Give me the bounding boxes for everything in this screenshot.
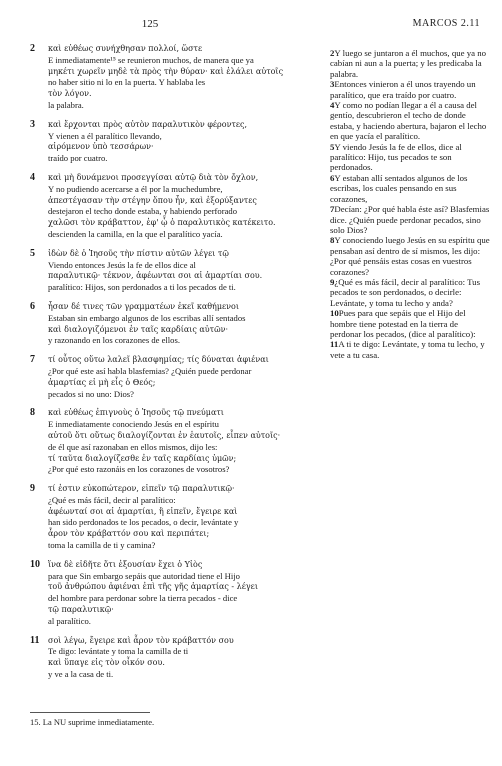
greek-line: παραλυτικῷ· τέκνον, ἀφέωνται σοι αἱ ἁμαρτίαι σου. xyxy=(48,271,263,281)
greek-line: ἵνα δὲ εἰδῆτε ὅτι ἐξουσίαν ἔχει ὁ Υἱὸς xyxy=(48,559,203,569)
greek-line: τί ἐστιν εὐκοπώτερον, εἰπεῖν τῷ παραλυτικῷ· xyxy=(48,484,235,494)
interlinear-column xyxy=(30,44,320,689)
greek-line: τὸν λόγον. xyxy=(48,89,92,99)
verse-number: 11 xyxy=(30,634,40,646)
running-head: MARCOS 2.11 xyxy=(412,18,480,29)
verse-number: 10 xyxy=(30,558,40,570)
spanish-gloss-line: destejaron el techo donde estaba, y habiendo perforado xyxy=(48,206,237,217)
spanish-gloss-line: E inmediatamente¹⁵ se reunieron muchos, de manera que ya xyxy=(48,54,254,65)
greek-line: ἦσαν δέ τινες τῶν γραμματέων ἐκεῖ καθήμενοι xyxy=(48,301,239,311)
greek-line: καὶ εὐθέως ἐπιγνοὺς ὁ Ἰησοῦς τῷ πνεύματι xyxy=(48,408,224,418)
translation-text: Y estaban allí sentados algunos de los escribas, los cuales pensando en sus corazones, xyxy=(330,172,468,204)
verse-number: 9 xyxy=(30,483,35,495)
spanish-gloss-line: Viendo entonces Jesús la fe de ellos dice al xyxy=(48,259,196,270)
spanish-gloss-line: ¿Por qué este así habla blasfemias? ¿Quién puede perdonar xyxy=(48,365,252,376)
greek-line: μηκέτι χωρεῖν μηδὲ τὰ πρὸς τὴν θύραν· καὶ ἐλάλει αὐτοῖς xyxy=(48,66,284,76)
interlinear-verse xyxy=(30,44,320,111)
translation-verse xyxy=(330,235,490,277)
verse-number: 7 xyxy=(30,354,35,366)
spanish-gloss-line: Estaban sin embargo algunos de los escribas allí sentados xyxy=(48,312,246,323)
translation-text: Y luego se juntaron a él muchos, que ya no cabían ni aun a la puerta; y les predicaba la palabra. xyxy=(330,48,487,79)
interlinear-verse xyxy=(30,484,320,551)
translation-verse xyxy=(330,308,490,339)
translation-verse xyxy=(330,339,490,360)
translation-text: Y viendo Jesús la fe de ellos, dice al paralítico: Hijo, tus pecados te son perdonados. xyxy=(330,141,462,173)
greek-line: χαλῶσι τὸν κράβαττον, ἐφ' ᾧ ὁ παραλυτικὸς κατέκειτο. xyxy=(48,218,276,228)
translation-verse xyxy=(330,100,490,142)
spanish-gloss-line: no haber sitio ni lo en la puerta. Y hablaba les xyxy=(48,77,206,88)
translation-verse xyxy=(330,79,490,100)
spanish-gloss-line: al paralítico. xyxy=(48,615,91,626)
spanish-gloss-line: han sido perdonados te los pecados, o decir, levántate y xyxy=(48,517,239,528)
spanish-gloss-line: del hombre para perdonar sobre la tierra pecados - dice xyxy=(48,593,238,604)
translation-verse xyxy=(330,48,490,79)
verse-number: 5 xyxy=(30,247,35,259)
footnote-rule xyxy=(30,712,150,713)
greek-line: καὶ μὴ δυνάμενοι προσεγγίσαι αὐτῷ διὰ τὸν ὄχλον, xyxy=(48,172,259,182)
verse-number: 6 xyxy=(30,300,35,312)
translation-verse xyxy=(330,277,490,308)
spanish-gloss-line: y razonando en los corazones de ellos. xyxy=(48,335,180,346)
translation-verse-number: 10 xyxy=(330,308,339,319)
interlinear-verse xyxy=(30,120,320,164)
translation-verse-number: 9 xyxy=(330,276,335,287)
translation-verse-number: 8 xyxy=(330,235,335,246)
translation-verse-number: 6 xyxy=(330,172,335,183)
greek-line: σοὶ λέγω, ἔγειρε καὶ ἆρον τὸν κράβαττόν σου xyxy=(48,635,234,645)
translation-verse xyxy=(330,204,490,235)
translation-verse-number: 5 xyxy=(330,141,335,152)
spanish-gloss-line: Te digo: levántate y toma la camilla de ti xyxy=(48,646,189,657)
greek-line: καὶ ὕπαγε εἰς τὸν οἶκόν σου. xyxy=(48,658,165,668)
spanish-gloss-line: E inmediatamente conociendo Jesús en el espíritu xyxy=(48,419,219,430)
greek-line: ἁμαρτίας εἰ μὴ εἷς ὁ Θεός; xyxy=(48,377,156,387)
greek-line: καὶ ἔρχονται πρὸς αὐτὸν παραλυτικὸν φέροντες, xyxy=(48,119,248,129)
greek-line: καὶ διαλογιζόμενοι ἐν ταῖς καρδίαις αὐτῶν· xyxy=(48,324,229,334)
translation-text: Y conociendo luego Jesús en su espíritu que pensaban así dentro de sí mismos, les dijo: ¿Por qué pensáis estas cosas en vuestros corazones? xyxy=(330,235,490,277)
verse-number: 4 xyxy=(30,171,35,183)
greek-line: ἰδὼν δὲ ὁ Ἰησοῦς τὴν πίστιν αὐτῶν λέγει τῷ xyxy=(48,248,229,258)
verse-number: 3 xyxy=(30,118,35,130)
translation-column xyxy=(330,48,490,360)
translation-text: Y como no podían llegar a él a causa del gentío, descubrieron el techo de donde estaba, y haciendo abertura, bajaron el lecho en que yacía el paralítico. xyxy=(330,100,487,142)
interlinear-verse xyxy=(30,560,320,627)
translation-verse xyxy=(330,173,490,204)
interlinear-verse xyxy=(30,408,320,475)
spanish-gloss-line: pecados si no uno: Dios? xyxy=(48,388,134,399)
translation-verse-number: 7 xyxy=(330,204,335,215)
spanish-gloss-line: la palabra. xyxy=(48,99,84,110)
interlinear-verse xyxy=(30,355,320,399)
translation-text: Pues para que sepáis que el Hijo del hombre tiene potestad en la tierra de perdonar los pecados, (dice al paralítico): xyxy=(330,308,476,339)
greek-line: τί ταῦτα διαλογίζεσθε ἐν ταῖς καρδίαις ὑμῶν; xyxy=(48,453,237,463)
verse-number: 8 xyxy=(30,407,35,419)
spanish-gloss-line: ¿Qué es más fácil, decir al paralítico: xyxy=(48,494,176,505)
spanish-gloss-line: paralítico: Hijos, son perdonados a ti los pecados de ti. xyxy=(48,282,236,293)
interlinear-verse xyxy=(30,249,320,293)
spanish-gloss-line: de él que así razonaban en ellos mismos, dijo les: xyxy=(48,441,218,452)
translation-text: Entonces vinieron a él unos trayendo un paralítico, que era traído por cuatro. xyxy=(330,79,476,100)
page-number: 125 xyxy=(141,18,159,30)
spanish-gloss-line: descienden la camilla, en la que el paralítico yacía. xyxy=(48,228,223,239)
interlinear-verse xyxy=(30,173,320,240)
spanish-gloss-line: Y no pudiendo acercarse a él por la muchedumbre, xyxy=(48,183,223,194)
translation-verse-number: 11 xyxy=(330,339,339,350)
translation-verse-number: 4 xyxy=(330,100,335,111)
translation-text: A ti te digo: Levántate, y toma tu lecho, y vete a tu casa. xyxy=(330,339,485,360)
greek-line: καὶ εὐθέως συνήχθησαν πολλοί, ὥστε xyxy=(48,44,203,53)
translation-verse-number: 2 xyxy=(330,48,335,58)
translation-text: Decían: ¿Por qué habla éste así? Blasfemias dice. ¿Quién puede perdonar pecados, sino solo Dios? xyxy=(330,204,490,235)
greek-line: ἆρον τὸν κράβαττόν σου καὶ περιπάτει; xyxy=(48,529,210,539)
greek-line: αὐτοῦ ὅτι οὕτως διαλογίζονται ἐν ἑαυτοῖς, εἶπεν αὐτοῖς· xyxy=(48,430,281,440)
spanish-gloss-line: toma la camilla de ti y camina? xyxy=(48,540,156,551)
greek-line: ἀπεστέγασαν τὴν στέγην ὅπου ἦν, καὶ ἐξορύξαντες xyxy=(48,195,257,205)
greek-line: ἀφέωνταί σοι αἱ ἁμαρτίαι, ἢ εἰπεῖν, ἔγειρε καὶ xyxy=(48,506,238,516)
spanish-gloss-line: para que Sin embargo sepáis que autoridad tiene el Hijo xyxy=(48,570,240,581)
translation-verse xyxy=(330,142,490,173)
translation-text: ¿Qué es más fácil, decir al paralítico: Tus pecados te son perdonados, o decirle: Levántate, y toma tu lecho y anda? xyxy=(330,276,481,308)
interlinear-verse xyxy=(30,636,320,680)
translation-verse-number: 3 xyxy=(330,79,335,90)
spanish-gloss-line: y ve a la casa de ti. xyxy=(48,669,114,680)
spanish-gloss-line: ¿Por qué esto razonáis en los corazones de vosotros? xyxy=(48,464,230,475)
greek-line: τοῦ ἀνθρώπου ἀφιέναι ἐπὶ τῆς γῆς ἁμαρτίας - λέγει xyxy=(48,582,258,592)
interlinear-verse xyxy=(30,302,320,346)
greek-line: τῷ παραλυτικῷ· xyxy=(48,605,114,615)
spanish-gloss-line: Y vienen a él paralítico llevando, xyxy=(48,130,162,141)
greek-line: τί οὗτος οὕτω λαλεῖ βλασφημίας; τίς δύναται ἀφιέναι xyxy=(48,355,269,365)
verse-number: 2 xyxy=(30,43,35,54)
footnote: 15. La NU suprime inmediatamente. xyxy=(30,717,155,727)
spanish-gloss-line: traído por cuatro. xyxy=(48,153,108,164)
greek-line: αἰρόμενον ὑπὸ τεσσάρων· xyxy=(48,142,154,152)
